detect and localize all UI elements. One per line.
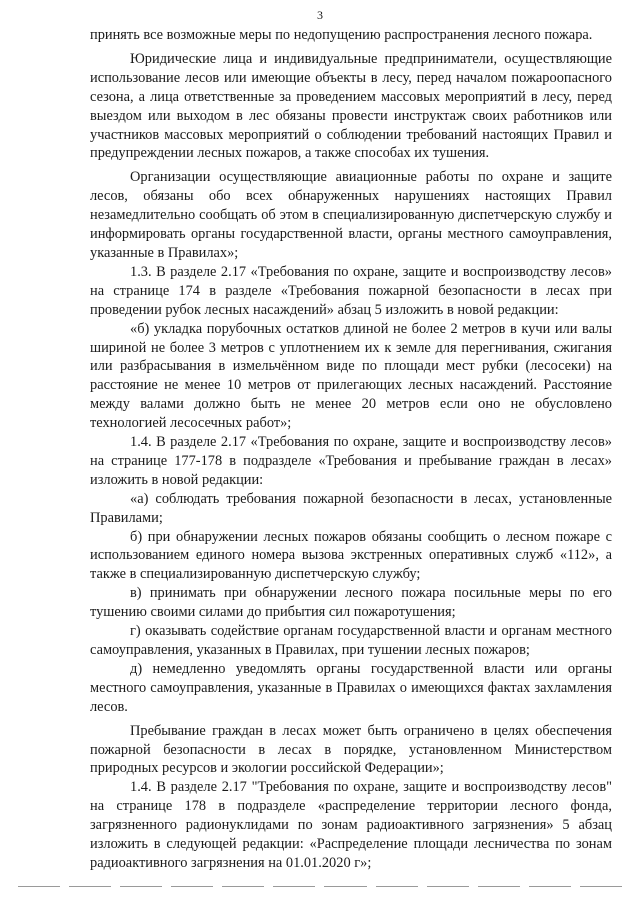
paragraph-2: Юридические лица и индивидуальные предприниматели, осуществляющие использование лесов или имеющие объекты в лесу, перед началом пожароопасного сезона, а лица ответственные за проведением массовых мероприятий в лесу, перед выездом или выходом в лес обязаны провести инструктаж своих работников или участников массовых мероприятий о соблюдении требований настоящих Правил и предупреждении лесных пожаров, а также способах их тушения. <box>90 50 612 162</box>
paragraph-4: 1.3. В разделе 2.17 «Требования по охране, защите и воспроизводству лесов» на странице 174 в разделе «Требования пожарной безопасности в лесах при проведении рубок лесных насаждений» абзац 5 изложить в новой редакции: <box>90 263 612 318</box>
page-number: 3 <box>317 8 323 22</box>
paragraph-6: 1.4. В разделе 2.17 «Требования по охране, защите и воспроизводству лесов» на странице 177-178 в подразделе «Требования и пребывание граждан в лесах» изложить в новой редакции: <box>90 434 612 488</box>
paragraph-13: 1.4. В разделе 2.17 "Требования по охране, защите и воспроизводству лесов" на странице 178 в подразделе «распределение территории лесного фонда, загрязненного радионуклидами по зонам радиоактивного загрязнения» 5 абзац изложить в следующей редакции: «Распределение площади лесничества по зонам радиоактивного загрязнения на 01.01.2020 г»; <box>90 779 612 871</box>
paragraph-12: Пребывание граждан в лесах может быть ограничено в целях обеспечения пожарной безопасности в лесах в порядке, установленном Министерством природных ресурсов и экологии российской Федерации»; <box>90 722 612 777</box>
document-body <box>90 26 612 873</box>
paragraph-7: «а) соблюдать требования пожарной безопасности в лесах, установленные Правилами; <box>90 490 612 526</box>
scan-artifact-line <box>18 884 622 888</box>
paragraph-5: «б) укладка порубочных остатков длиной не более 2 метров в кучи или валы шириной не более 3 метров с уплотнением их к земле для перегнивания, сжигания или разбрасывания в измельчённом виде по площади мест рубки (лесосеки) на расстояние не менее 10 метров от прилегающих лесных насаждений. Расстояние между валами должно быть не менее 20 метров если оно не обусловлено технологией лесосечных работ»; <box>90 320 612 432</box>
paragraph-1: принять все возможные меры по недопущению распространения лесного пожара. <box>90 27 593 43</box>
paragraph-10: г) оказывать содействие органам государственной власти и органам местного самоуправления, указанных в Правилах, при тушении лесных пожаров; <box>90 623 612 658</box>
paragraph-9: в) принимать при обнаружении лесного пожара посильные меры по его тушению своими силами до прибытия сил пожаротушения; <box>90 585 612 621</box>
paragraph-11: д) немедленно уведомлять органы государственной власти или органы местного самоуправления, указанные в Правилах о имеющихся фактах захламления лесов. <box>90 660 612 715</box>
paragraph-3: Организации осуществляющие авиационные работы по охране и защите лесов, обязаны обо всех обнаруженных нарушениях настоящих Правил незамедлительно сообщать об этом в специализированную диспетчерскую службу и информировать органы государственной власти, органы местного самоуправления, указанные в Правилах»; <box>90 169 612 261</box>
paragraph-8: б) при обнаружении лесных пожаров обязаны сообщить о лесном пожаре с использованием единого номера вызова экстренных оперативных служб «112», а также в специализированную диспетчерскую службу; <box>90 528 612 583</box>
